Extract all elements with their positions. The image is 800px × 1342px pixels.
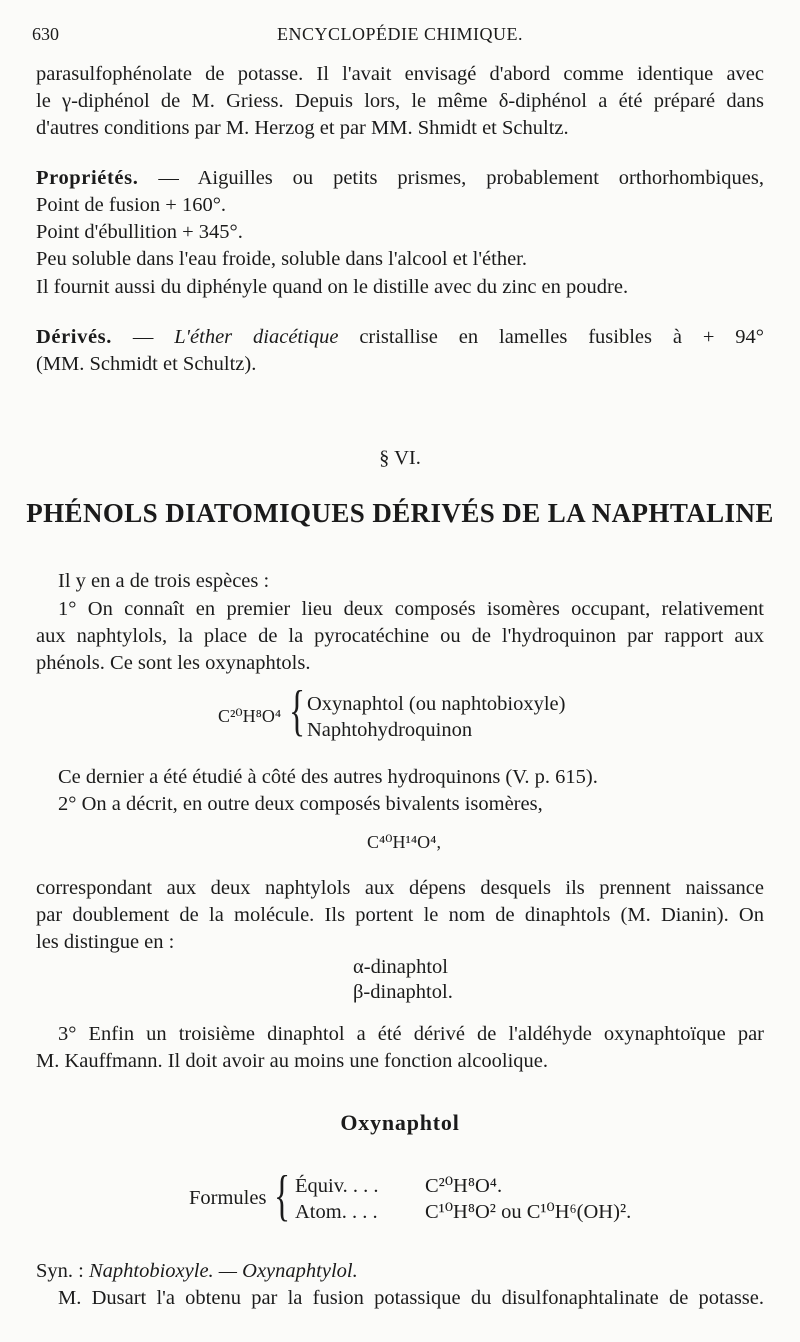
running-title: ENCYCLOPÉDIE CHIMIQUE.: [277, 24, 523, 44]
atom-label: Atom. . . .: [295, 1201, 378, 1223]
body2-line-3: correspondant aux deux naphtylols aux dépens desquels ils prennent naissance: [36, 877, 764, 899]
formula1-brace: {: [289, 680, 306, 742]
body2-line-4: par doublement de la molécule. Ils portent le nom de dinaphtols (M. Dianin). On: [36, 904, 764, 926]
body2-line-2: 2° On a décrit, en outre deux composés bivalents isomères,: [58, 793, 543, 815]
last-line: M. Dusart l'a obtenu par la fusion potassique du disulfonaphtalinate de potasse.: [58, 1287, 764, 1309]
atom-value: C¹⁰H⁸O² ou C¹⁰H⁶(OH)².: [425, 1201, 632, 1223]
synonyms: Naphtobioxyle. — Oxynaphtylol.: [88, 1260, 358, 1282]
formula1-top: Oxynaphtol (ou naphtobioxyle): [307, 693, 566, 715]
intro-line-2: le γ-diphénol de M. Griess. Depuis lors, le même δ-diphénol a été préparé dans: [36, 90, 764, 112]
equiv-value: C²⁰H⁸O⁴.: [425, 1175, 503, 1197]
fusion-point: Point de fusion + 160°.: [36, 194, 227, 216]
body3-line-2: M. Kauffmann. Il doit avoir au moins une fonction alcoolique.: [36, 1050, 549, 1072]
derives-label: Dérivés.: [36, 326, 112, 348]
derives-line-1: Dérivés. — L'éther diacétique cristallise en lamelles fusibles à + 94°: [36, 326, 764, 348]
section-number: § VI.: [379, 447, 421, 469]
proprietes-label: Propriétés.: [36, 167, 139, 189]
proprietes-line-1: Propriétés. — Aiguilles ou petits prismes, probablement orthorhombiques,: [36, 167, 764, 189]
page-number: 630: [32, 24, 59, 44]
intro-line-3: d'autres conditions par M. Herzog et par MM. Shmidt et Schultz.: [36, 117, 569, 139]
section-title: PHÉNOLS DIATOMIQUES DÉRIVÉS DE LA NAPHTALINE: [26, 498, 774, 528]
intro-line-1: parasulfophénolate de potasse. Il l'avait envisagé d'abord comme identique avec: [36, 63, 764, 85]
oxynaphtol-heading: Oxynaphtol: [340, 1110, 460, 1135]
body1-line-1: Il y en a de trois espèces :: [58, 570, 270, 592]
formules-brace: {: [274, 1165, 291, 1227]
formula1-bottom: Naphtohydroquinon: [307, 719, 473, 741]
beta-dinaphtol: β-dinaphtol.: [353, 981, 453, 1003]
boiling-point: Point d'ébullition + 345°.: [36, 221, 243, 243]
formules-label: Formules: [189, 1187, 267, 1209]
synonyms-line: Syn. : Naphtobioxyle. — Oxynaphtylol.: [36, 1260, 358, 1282]
body2-line-1: Ce dernier a été étudié à côté des autres hydroquinons (V. p. 615).: [58, 766, 598, 788]
body2-formula: C⁴⁰H¹⁴O⁴,: [367, 832, 441, 852]
body3-line-1: 3° Enfin un troisième dinaphtol a été dérivé de l'aldéhyde oxynaphtoïque par: [58, 1023, 764, 1045]
body1-line-2: 1° On connaît en premier lieu deux composés isomères occupant, relativement: [58, 598, 764, 620]
derives-line-2: (MM. Schmidt et Schultz).: [36, 353, 257, 375]
alpha-dinaphtol: α-dinaphtol: [353, 956, 449, 978]
formula1-left: C²⁰H⁸O⁴: [218, 706, 282, 726]
body1-line-3: aux naphtylols, la place de la pyrocatéchine ou de l'hydroquinon par rapport aux: [36, 625, 764, 647]
equiv-label: Équiv. . . .: [295, 1175, 379, 1197]
solubility: Peu soluble dans l'eau froide, soluble dans l'alcool et l'éther.: [36, 248, 527, 270]
body2-line-5: les distingue en :: [36, 931, 175, 953]
body1-line-4: phénols. Ce sont les oxynaphtols.: [36, 652, 311, 674]
diphenyle-note: Il fournit aussi du diphényle quand on le distille avec du zinc en poudre.: [36, 276, 629, 298]
